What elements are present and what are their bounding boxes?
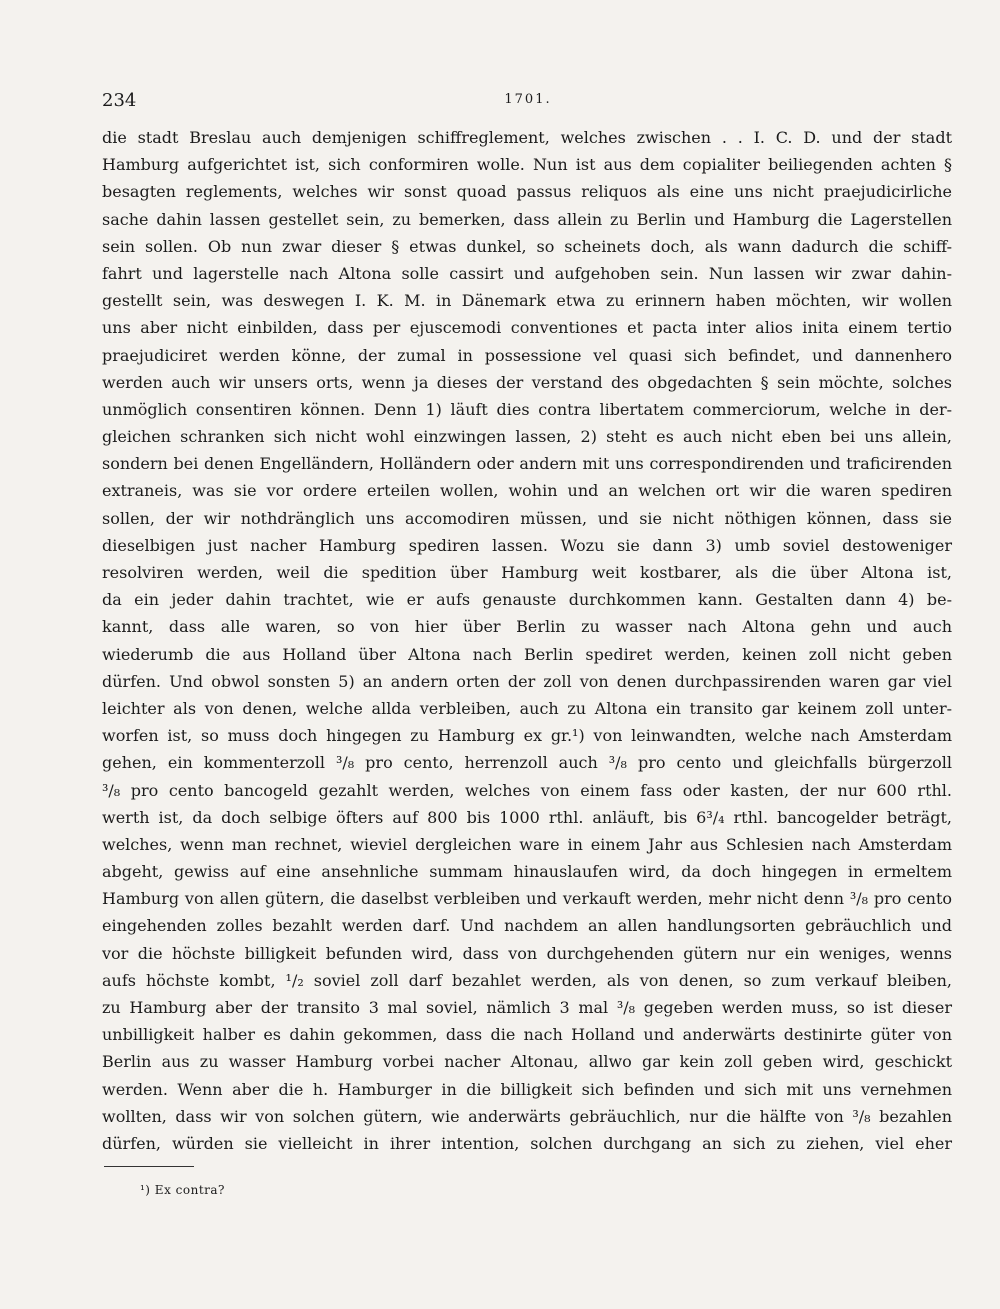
text-line: sein sollen. Ob nun zwar dieser § etwas dunkel, so scheinets doch, als wann dadurch die schiff-: [102, 236, 952, 256]
text-line: sollen, der wir nothdränglich uns accomodiren müssen, und sie nicht nöthigen können, dass sie: [102, 508, 952, 528]
text-line: resolviren werden, weil die spedition über Hamburg weit kostbarer, als die über Altona ist,: [102, 563, 952, 582]
body-text: [102, 124, 952, 1157]
text-line: sondern bei denen Engelländern, Holländern oder andern mit uns correspondirenden und traficirenden: [102, 454, 952, 474]
text-line: unbilligkeit halber es dahin gekommen, dass die nach Holland und anderwärts destinirte güter von: [102, 1025, 952, 1045]
text-line: die stadt Breslau auch demjenigen schiffreglement, welches zwischen . . I. C. D. und der stadt: [102, 128, 952, 147]
text-line: vor die höchste billigkeit befunden wird, dass von durchgehenden gütern nur ein weniges, wenns: [102, 943, 952, 963]
text-line: dürfen, würden sie vielleicht in ihrer intention, solchen durchgang an sich zu ziehen, viel eher: [102, 1133, 952, 1153]
text-line: werden auch wir unsers orts, wenn ja dieses der verstand des obgedachten § sein möchte, solches: [102, 372, 952, 392]
running-head-year: 1701.: [504, 92, 552, 107]
text-line: dürfen. Und obwol sonsten 5) an andern orten der zoll von denen durchpassirenden waren gar viel: [102, 671, 952, 691]
text-line: aufs höchste kombt, ¹/₂ soviel zoll darf bezahlet werden, als von denen, so zum verkauf bleiben,: [102, 970, 952, 990]
text-line: sache dahin lassen gestellet sein, zu bemerken, dass allein zu Berlin und Hamburg die Lagerstellen: [102, 209, 952, 229]
text-line: Hamburg aufgerichtet ist, sich conformiren wolle. Nun ist aus dem copialiter beiliegenden achten §: [102, 155, 952, 175]
page-number: 234: [102, 90, 137, 111]
text-line: eingehenden zolles bezahlt werden darf. Und nachdem an allen handlungsorten gebräuchlich und: [102, 916, 952, 936]
text-line: unmöglich consentiren können. Denn 1) läuft dies contra libertatem commerciorum, welche in der-: [102, 399, 952, 419]
text-line: Hamburg von allen gütern, die daselbst verbleiben und verkauft werden, mehr nicht denn ³/₈ pro cento: [102, 889, 952, 909]
text-line: worfen ist, so muss doch hingegen zu Hamburg ex gr.¹) von leinwandten, welche nach Amsterdam: [102, 726, 952, 746]
text-line: besagten reglements, welches wir sonst quoad passus reliquos als eine uns nicht praejudicirliche: [102, 182, 952, 202]
text-line: extraneis, was sie vor ordere erteilen wollen, wohin und an welchen ort wir die waren spediren: [102, 481, 952, 501]
text-line: uns aber nicht einbilden, dass per ejuscemodi conventiones et pacta inter alios inita einem tertio: [102, 318, 952, 338]
text-line: werden. Wenn aber die h. Hamburger in die billigkeit sich befinden und sich mit uns vernehmen: [102, 1079, 952, 1099]
text-line: kannt, dass alle waren, so von hier über Berlin zu wasser nach Altona gehn und auch: [102, 617, 952, 637]
text-line: praejudiciret werden könne, der zumal in possessione vel quasi sich befindet, und dannenhero: [102, 345, 952, 365]
text-line: wollten, dass wir von solchen gütern, wie anderwärts gebräuchlich, nur die hälfte von ³/₈ bezahlen: [102, 1106, 952, 1126]
text-line: gleichen schranken sich nicht wohl einzwingen lassen, 2) steht es auch nicht eben bei uns allein,: [102, 427, 952, 447]
text-line: leichter als von denen, welche allda verbleiben, auch zu Altona ein transito gar keinem zoll unter-: [102, 698, 952, 718]
text-line: dieselbigen just nacher Hamburg spediren lassen. Wozu sie dann 3) umb soviel destoweniger: [102, 535, 952, 555]
page-header: [102, 90, 954, 112]
text-line: wiederumb die aus Holland über Altona nach Berlin spediret werden, keinen zoll nicht geben: [102, 644, 952, 664]
text-line: da ein jeder dahin trachtet, wie er aufs genauste durchkommen kann. Gestalten dann 4) be-: [102, 590, 952, 610]
text-line: werth ist, da doch selbige öfters auf 800 bis 1000 rthl. anläuft, bis 6³/₄ rthl. bancogelder beträgt,: [102, 807, 952, 827]
text-line: abgeht, gewiss auf eine ansehnliche summam hinauslaufen wird, da doch hingegen in ermeltem: [102, 862, 952, 882]
text-line: gestellt sein, was deswegen I. K. M. in Dänemark etwa zu erinnern haben möchten, wir wollen: [102, 291, 952, 311]
text-line: Berlin aus zu wasser Hamburg vorbei nacher Altonau, allwo gar kein zoll geben wird, geschickt: [102, 1052, 952, 1072]
text-line: ³/₈ pro cento bancogeld gezahlt werden, welches von einem fass oder kasten, der nur 600 rthl.: [102, 780, 952, 800]
footnote-rule: [104, 1166, 194, 1167]
text-line: zu Hamburg aber der transito 3 mal soviel, nämlich 3 mal ³/₈ gegeben werden muss, so ist dieser: [102, 998, 952, 1017]
text-line: fahrt und lagerstelle nach Altona solle cassirt und aufgehoben sein. Nun lassen wir zwar dahin-: [102, 263, 952, 283]
text-line: gehen, ein kommenterzoll ³/₈ pro cento, herrenzoll auch ³/₈ pro cento und gleichfalls bürgerzoll: [102, 753, 952, 773]
footnote: ¹) Ex contra?: [140, 1183, 225, 1197]
text-line: welches, wenn man rechnet, wieviel dergleichen ware in einem Jahr aus Schlesien nach Amsterdam: [102, 834, 952, 854]
